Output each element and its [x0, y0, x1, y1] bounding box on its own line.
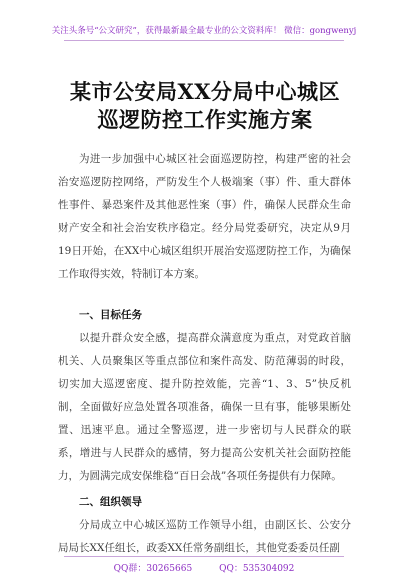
- header-banner: 关注头条号“公文研究”，获得最新最全最专业的公文资料库！ 微信：gongwenyj: [51, 26, 357, 36]
- document-title: 某市公安局XX分局中心城区巡逻防控工作实施方案: [69, 79, 341, 132]
- intro-paragraph: 为进一步加强中心城区社会面巡逻防控，构建严密的社会治安巡逻防控网络，严防发生个人极端案（事）件、重大群体性事件、暴恐案件及其他恶性案（事）件，确保人民群众生命财产安全和社会治安秩序稳定。经分局党委研究，决定从9月19日开始，在XX中心城区组织开展治安巡逻防控工作，为确保工作取得实效，特制订本方案。: [58, 153, 351, 280]
- section-heading-leadership: 二、组织领导: [79, 496, 142, 508]
- footer-qq: QQ：535304092: [219, 564, 295, 574]
- header-divider: [64, 40, 344, 41]
- footer-qq-group: QQ群：30265665: [113, 564, 193, 574]
- section-heading-goals: 一、目标任务: [79, 309, 142, 321]
- footer: [0, 561, 408, 574]
- goals-paragraph: 以提升群众安全感，提高群众满意度为重点，对党政首脑机关、人员聚集区等重点部位和案件高发、防范薄弱的时段，切实加大巡逻密度、提升防控效能，完善“1、3、5”快反机制，全面做好应急处置各项准备，确保一旦有事，能够果断处置、迅速平息。通过全警巡逻，进一步密切与人民群众的联系，增进与人民群众的感情，努力提高公安机关社会面防控能力，为圆满完成安保维稳“百日会战”各项任务提供有力保障。: [58, 332, 351, 482]
- leadership-paragraph: 分局成立中心城区巡防工作领导小组，由副区长、公安分局局长XX任组长，政委XX任常务副组长，其他党委委员任副: [58, 519, 351, 554]
- footer-divider: [64, 556, 344, 557]
